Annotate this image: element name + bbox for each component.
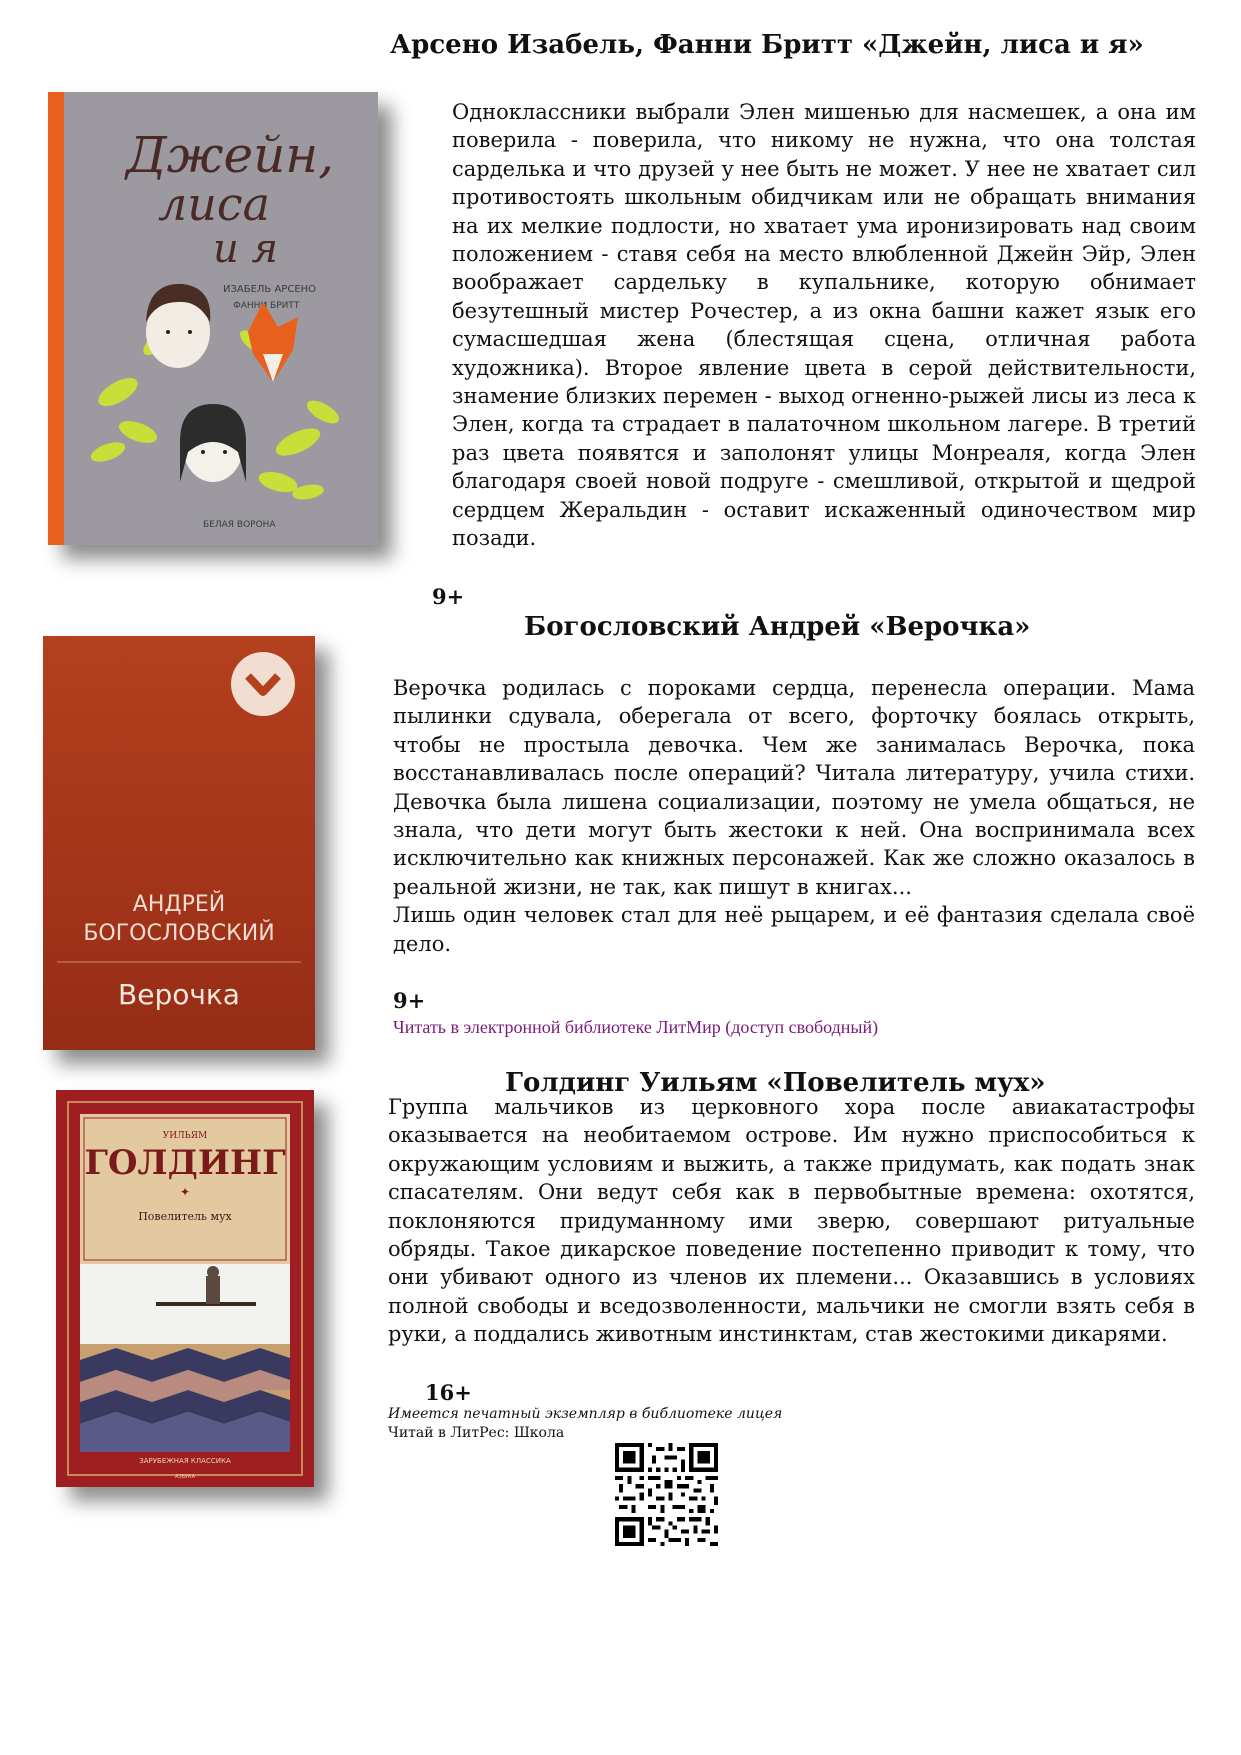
svg-text:✦: ✦ bbox=[179, 1185, 191, 1199]
book-3-cover-title: Повелитель мух bbox=[138, 1210, 232, 1223]
book-3-cover-publisher: АЗБУКА bbox=[174, 1474, 196, 1480]
book-3-cover-author-small: УИЛЬЯМ bbox=[162, 1131, 208, 1141]
book-3-description bbox=[388, 1093, 1195, 1349]
book-3-cover bbox=[56, 1090, 314, 1487]
boy-figure bbox=[206, 1276, 220, 1304]
book-2-cover-author-1: АНДРЕЙ bbox=[132, 892, 226, 917]
publisher-logo-icon bbox=[231, 652, 295, 716]
book-3-cover-author: ГОЛДИНГ bbox=[84, 1143, 286, 1183]
book-2-age: 9+ bbox=[393, 988, 426, 1013]
book-1-age: 9+ bbox=[432, 584, 465, 609]
book-1-cover-title-2: лиса bbox=[158, 177, 271, 231]
book-1-paragraph: Одноклассники выбрали Элен мишенью для насмешек, а она им поверила - поверила, что никому не нужна, что она толстая сарделька и что друзей у нее быть не может. У нее не хватает сил противостоять школьным обидчикам или не обращать внимания на их мелкие подлости, но хватает ума иронизировать над своим положением - ставя себя на место влюбленной Джейн Эйр, Элен воображает сардельку в купальнике, которую обнимает безутешный мистер Рочестер, а из окна башни кажет язык его сумасшедшая жена (блестящая сцена, отличная работа художника). Второе явление цвета в серой действительности, знамение близких перемен - выход огненно-рыжей лисы из леса к Элен, когда та страдает в палаточном школьном лагере. В третий раз цвета появятся и заполонят улицы Монреаля, когда Элен благодаря своей новой подруге - смешливой, открытой и щедрой сердцем Жеральдин - оставит искаженный одиночеством мир позади. bbox=[452, 100, 1196, 551]
book-1-description bbox=[452, 98, 1196, 553]
book-2-description bbox=[393, 674, 1195, 958]
book-1-title: Арсено Изабель, Фанни Бритт «Джейн, лиса и я» bbox=[390, 30, 1144, 60]
book-3-cover-art bbox=[56, 1090, 314, 1487]
book-2-cover-art bbox=[43, 636, 315, 1050]
book-2-paragraph-2: Лишь один человек стал для неё рыцарем, и её фантазия сделала своё дело. bbox=[393, 903, 1195, 956]
book-3-paragraph: Группа мальчиков из церковного хора после авиакатастрофы оказывается на необитаемом острове. Им нужно приспособиться к окружающим условиям и выжить, а также придумать, как подать знак спасателям. Они ведут себя как в первобытные времена: охотятся, поклоняются придуманному ими зверю, совершают ритуальные обряды. Такое дикарское поведение постепенно приводит к тому, что они убивают одного из членов их племени... Оказавшись в условиях полной свободы и вседозволенности, мальчики не смогли взять себя в руки, а поддались животным инстинктам, став жестокими дикарями. bbox=[388, 1095, 1195, 1347]
book-1-cover-title-3: и я bbox=[213, 226, 278, 272]
book-3-note: Имеется печатный экземпляр в библиотеке лицея bbox=[388, 1406, 783, 1422]
book-1-cover-title-1: Джейн, bbox=[126, 126, 335, 184]
book-2-cover bbox=[43, 636, 315, 1050]
book-2-cover-author-2: БОГОСЛОВСКИЙ bbox=[83, 921, 275, 946]
book-3-age: 16+ bbox=[425, 1380, 472, 1405]
book-1-cover-art bbox=[48, 92, 378, 545]
book-3-title: Голдинг Уильям «Повелитель мух» bbox=[505, 1068, 1046, 1098]
book-3-read-label[interactable]: Читай в ЛитРес: Школа bbox=[388, 1425, 565, 1441]
book-2-cover-title: Верочка bbox=[118, 978, 240, 1011]
book-1-cover bbox=[48, 92, 378, 545]
book-2-paragraph-1: Верочка родилась с пороками сердца, перенесла операции. Мама пылинки сдувала, оберегала от всего, форточку боялась открыть, чтобы не простыла девочка. Чем же занималась Верочка, пока восстанавливалась после операций? Читала литературу, учила стихи. Девочка была лишена социализации, поэтому не умела общаться, не знала, что дети могут быть жестоки к ней. Она воспринимала всех исключительно как книжных персонажей. Как же сложно оказалось в реальной жизни, не так, как пишут в книгах... bbox=[393, 676, 1195, 899]
book-2-read-link[interactable]: Читать в электронной библиотеке ЛитМир (доступ свободный) bbox=[393, 1017, 879, 1037]
qr-code-image bbox=[615, 1443, 718, 1546]
book-1-cover-authors-2: ФАННИ БРИТТ bbox=[233, 301, 300, 311]
qr-code[interactable] bbox=[615, 1443, 718, 1546]
book-1-cover-authors-1: ИЗАБЕЛЬ АРСЕНО bbox=[223, 284, 317, 295]
book-2-title: Богословский Андрей «Верочка» bbox=[524, 612, 1031, 642]
book-1-cover-publisher: БЕЛАЯ ВОРОНА bbox=[203, 520, 276, 530]
book-3-cover-series: ЗАРУБЕЖНАЯ КЛАССИКА bbox=[139, 1457, 231, 1465]
checkered-floor bbox=[80, 1344, 290, 1452]
